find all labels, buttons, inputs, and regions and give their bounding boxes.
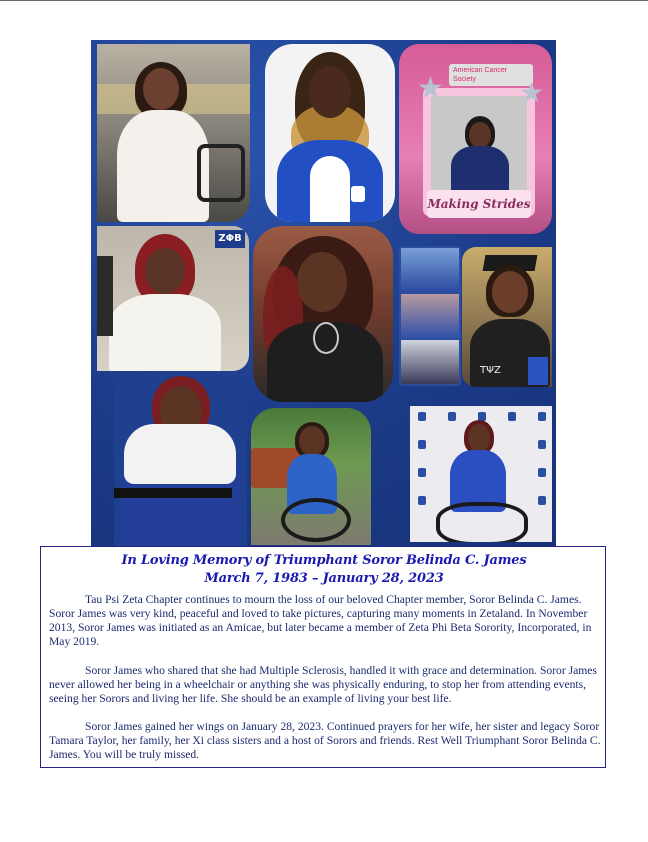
making-strides-sign: Making Strides	[427, 190, 531, 218]
memorial-paragraph: Soror James who shared that she had Multiple Sclerosis, handled it with grace and determination. Soror James never allowed her being in a wheelchair or anything she was physically enduring, to stop her from attending events, seeing her Sorors and living her life. She should be an example of living your best life.	[49, 664, 597, 705]
star-icon: ★	[519, 78, 545, 109]
memorial-panel	[40, 546, 606, 768]
memorial-title: In Loving Memory of Triumphant Soror Belinda C. James	[121, 553, 527, 568]
memorial-paragraph: Tau Psi Zeta Chapter continues to mourn the loss of our beloved Chapter member, Soror Belinda C. James. Soror James was very kind, peaceful and loved to take pictures, capturing many moments in Zetaland. In November 2013, Soror James was initiated as an Amicae, but later became a member of Zeta Phi Beta Sorority, Incorporated, in May 2019.	[49, 593, 592, 648]
photo-park	[251, 408, 371, 545]
photo-graduation	[462, 247, 552, 387]
greek-letters-sign: ZΦB	[215, 230, 245, 248]
photo-backdrop	[410, 406, 552, 542]
star-icon: ★	[417, 72, 444, 105]
page-top-rule	[0, 0, 648, 1]
photo-shawl	[114, 376, 247, 546]
photo-group-strip	[399, 246, 461, 386]
cancer-society-banner: American Cancer Society	[449, 64, 533, 86]
memorial-dates: March 7, 1983 – January 28, 2023	[204, 571, 444, 586]
photo-white-dress	[97, 44, 250, 222]
memorial-paragraph: Soror James gained her wings on January 28, 2023. Continued prayers for her wife, her sister and legacy Soror Tamara Taylor, her family, her Xi class sisters and a host of Sorors and friends. Rest Well Triumphant Soror Belinda C. James. You will be truly missed.	[49, 720, 601, 761]
jacket-letters: ΤΨΖ	[480, 365, 501, 376]
photo-collage	[91, 40, 556, 549]
photo-blue-blazer	[265, 44, 395, 222]
photo-center-portrait	[253, 226, 393, 402]
photo-making-strides	[399, 44, 552, 234]
photo-white-shirt	[97, 226, 249, 371]
